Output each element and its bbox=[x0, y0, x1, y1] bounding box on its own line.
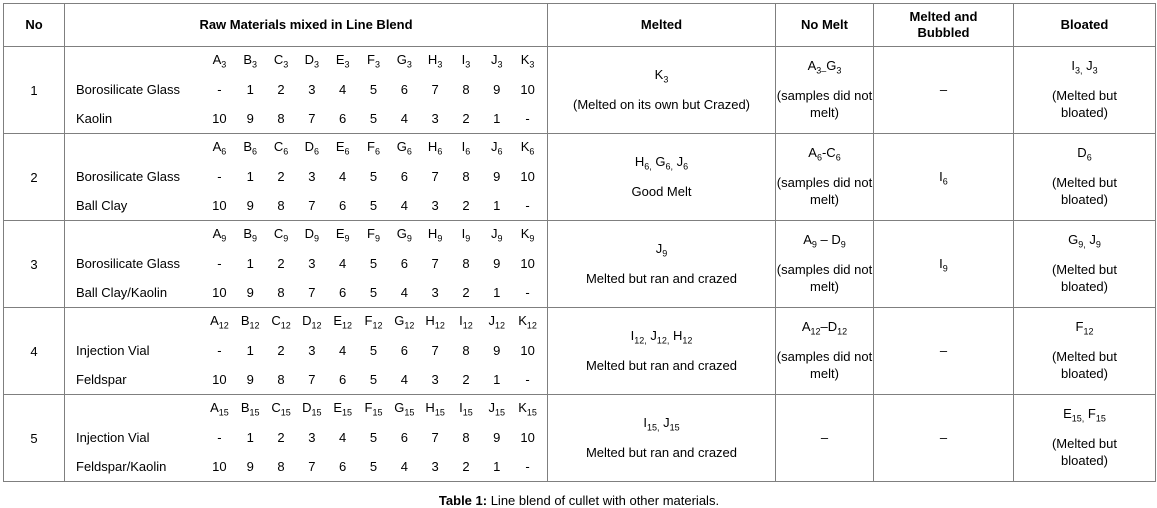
sample-code: $H_{15}$ bbox=[425, 400, 445, 418]
no-melt-cell bbox=[776, 395, 874, 482]
melted-line: $I_{12,}$ $J_{12,}$ $H_{12}$ bbox=[630, 327, 693, 346]
no-melt-line: (samples did not melt) bbox=[776, 349, 873, 381]
blend-ratio-value: 7 bbox=[308, 111, 316, 126]
sample-code: $K_{15}$ bbox=[518, 400, 537, 418]
material-name: Injection Vial bbox=[76, 429, 150, 445]
sample-code: $K_9$ bbox=[520, 226, 535, 244]
blend-ratio-value: - bbox=[525, 285, 530, 300]
blend-ratio-value: 9 bbox=[246, 372, 254, 387]
sample-code: $I_{12}$ bbox=[459, 313, 473, 331]
blend-ratio-value: 4 bbox=[339, 255, 347, 271]
bloated-line: (Melted but bloated) bbox=[1051, 436, 1118, 468]
sample-code: $H_6$ bbox=[427, 139, 443, 157]
material-name: Borosilicate Glass bbox=[76, 81, 181, 97]
header-no-label: No bbox=[25, 16, 43, 32]
blend-ratio-value: 1 bbox=[493, 459, 501, 474]
sample-code: $F_9$ bbox=[367, 226, 380, 244]
blend-ratio-value: 9 bbox=[493, 168, 501, 184]
blend-ratio-value: 1 bbox=[493, 285, 501, 300]
sample-code: $E_6$ bbox=[335, 139, 350, 157]
blend-ratio-value: 4 bbox=[339, 429, 347, 445]
sample-code: $J_{12}$ bbox=[488, 313, 506, 331]
blend-ratio-value: 5 bbox=[369, 342, 378, 358]
sample-code: $B_{15}$ bbox=[240, 400, 260, 418]
blend-ratio-value: 6 bbox=[400, 255, 408, 271]
material-line-2 bbox=[76, 372, 543, 387]
material-line-2 bbox=[76, 285, 543, 300]
melted-cell bbox=[548, 221, 776, 308]
row-number-cell bbox=[4, 308, 65, 395]
sample-code: $J_3$ bbox=[491, 52, 503, 70]
sample-code-line bbox=[76, 313, 543, 331]
material-line-1 bbox=[76, 169, 543, 184]
row-number: 2 bbox=[30, 169, 38, 185]
blend-ratio-value: 8 bbox=[277, 285, 285, 300]
row-number: 5 bbox=[30, 430, 38, 446]
melted-line: (Melted on its own but Crazed) bbox=[572, 96, 751, 112]
sample-code: $A_9$ bbox=[212, 226, 227, 244]
blend-ratio-value: 7 bbox=[308, 285, 316, 300]
blend-ratio-value: 7 bbox=[308, 372, 316, 387]
sample-code: $A_{12}$ bbox=[210, 313, 229, 331]
blend-ratio-value: - bbox=[217, 81, 222, 97]
blend-ratio-value: 9 bbox=[246, 285, 254, 300]
blend-ratio-value: 5 bbox=[369, 459, 378, 474]
blend-ratio-value: - bbox=[217, 342, 222, 358]
sample-code: $J_9$ bbox=[491, 226, 503, 244]
blend-ratio-value: 9 bbox=[246, 198, 254, 213]
blend-ratio-value: 1 bbox=[246, 81, 254, 97]
blend-ratio-value: 7 bbox=[431, 81, 439, 97]
header-no-melt bbox=[776, 4, 874, 47]
blend-ratio-value: 6 bbox=[400, 342, 408, 358]
sample-code: $K_3$ bbox=[520, 52, 535, 70]
melted-bubbled-line: $I_6$ bbox=[939, 168, 948, 187]
bloated-line: (Melted but bloated) bbox=[1051, 349, 1118, 381]
raw-materials-cell bbox=[65, 395, 548, 482]
table-row bbox=[4, 134, 1156, 221]
blend-ratio-value: 2 bbox=[462, 372, 470, 387]
bloated-cell bbox=[1014, 134, 1156, 221]
material-line-1 bbox=[76, 82, 543, 97]
header-melted-label: Melted bbox=[640, 16, 683, 32]
header-no bbox=[4, 4, 65, 47]
bloated-line: $D_6$ bbox=[1077, 145, 1092, 163]
sample-code: $F_6$ bbox=[367, 139, 380, 157]
blend-ratio-value: 1 bbox=[493, 198, 501, 213]
melted-line: Good Melt bbox=[631, 183, 692, 199]
blend-ratio-value: - bbox=[525, 198, 530, 213]
blend-ratio-value: 8 bbox=[462, 255, 470, 271]
sample-code-line bbox=[76, 139, 543, 157]
caption-text: Line blend of cullet with other materials. bbox=[487, 493, 720, 508]
no-melt-cell bbox=[776, 134, 874, 221]
sample-code: $G_{15}$ bbox=[394, 400, 415, 418]
material-name: Borosilicate Glass bbox=[76, 255, 181, 271]
blend-ratio-value: 6 bbox=[339, 111, 347, 126]
blend-ratio-value: 10 bbox=[520, 168, 535, 184]
sample-code: $B_{12}$ bbox=[240, 313, 260, 331]
blend-ratio-value: 3 bbox=[308, 429, 316, 445]
material-line-2 bbox=[76, 111, 543, 126]
material-name: Kaolin bbox=[76, 111, 113, 126]
blend-ratio-value: 4 bbox=[400, 372, 408, 387]
blend-ratio-value: 2 bbox=[277, 168, 285, 184]
no-melt-line: $A_9 - D_9$ bbox=[803, 232, 846, 250]
blend-ratio-value: 3 bbox=[431, 372, 439, 387]
blend-ratio-value: 4 bbox=[400, 285, 408, 300]
blend-ratio-value: 5 bbox=[369, 198, 378, 213]
blend-ratio-value: 10 bbox=[520, 342, 535, 358]
blend-ratio-value: 10 bbox=[520, 255, 535, 271]
row-number-cell bbox=[4, 221, 65, 308]
raw-materials-cell bbox=[65, 221, 548, 308]
bloated-cell bbox=[1014, 308, 1156, 395]
sample-code: $J_6$ bbox=[491, 139, 503, 157]
sample-code: $D_9$ bbox=[304, 226, 320, 244]
row-number: 3 bbox=[30, 256, 38, 272]
blend-ratio-value: 10 bbox=[520, 429, 535, 445]
sample-code: $H_3$ bbox=[427, 52, 443, 70]
blend-ratio-value: 3 bbox=[308, 168, 316, 184]
sample-code-line bbox=[76, 52, 543, 70]
melted-cell bbox=[548, 308, 776, 395]
melted-bubbled-cell bbox=[874, 308, 1014, 395]
blend-ratio-value: 1 bbox=[493, 111, 501, 126]
blend-ratio-value: - bbox=[525, 111, 530, 126]
blend-ratio-value: 8 bbox=[277, 459, 285, 474]
raw-materials-cell bbox=[65, 134, 548, 221]
blend-ratio-value: 2 bbox=[277, 255, 285, 271]
blend-ratio-value: 8 bbox=[462, 81, 470, 97]
material-line-2 bbox=[76, 198, 543, 213]
sample-code: $B_3$ bbox=[243, 52, 258, 70]
melted-line: $K_3$ bbox=[654, 66, 669, 85]
sample-code: $I_3$ bbox=[461, 52, 471, 70]
bloated-cell bbox=[1014, 47, 1156, 134]
blend-ratio-value: 7 bbox=[431, 255, 439, 271]
blend-ratio-value: - bbox=[217, 255, 222, 271]
melted-line: $J_9$ bbox=[655, 240, 668, 259]
bloated-cell bbox=[1014, 221, 1156, 308]
sample-code: $F_{15}$ bbox=[364, 400, 383, 418]
table-row bbox=[4, 221, 1156, 308]
blend-ratio-value: 2 bbox=[462, 198, 470, 213]
blend-ratio-value: 8 bbox=[462, 168, 470, 184]
sample-code: $F_{12}$ bbox=[364, 313, 383, 331]
raw-materials-cell bbox=[65, 47, 548, 134]
blend-ratio-value: 5 bbox=[369, 111, 378, 126]
melted-line: $I_{15,}$ $J_{15}$ bbox=[643, 414, 680, 433]
blend-ratio-value: - bbox=[525, 459, 530, 474]
blend-ratio-value: 4 bbox=[339, 81, 347, 97]
sample-code: $D_{15}$ bbox=[302, 400, 322, 418]
blend-grid bbox=[76, 226, 543, 300]
blend-ratio-value: - bbox=[217, 168, 222, 184]
header-raw-materials-label: Raw Materials mixed in Line Blend bbox=[199, 16, 413, 32]
no-melt-cell bbox=[776, 221, 874, 308]
melted-bubbled-cell bbox=[874, 395, 1014, 482]
sample-code: $E_{15}$ bbox=[333, 400, 353, 418]
blend-ratio-value: 6 bbox=[400, 168, 408, 184]
header-no-melt-label: No Melt bbox=[801, 16, 848, 32]
material-name: Injection Vial bbox=[76, 342, 150, 358]
bloated-line: $F_{12}$ bbox=[1075, 319, 1094, 337]
blend-ratio-value: 10 bbox=[212, 198, 227, 213]
line-blend-table bbox=[3, 3, 1156, 482]
blend-ratio-value: 5 bbox=[369, 285, 378, 300]
material-name: Feldspar bbox=[76, 372, 127, 387]
sample-code: $D_6$ bbox=[304, 139, 320, 157]
blend-ratio-value: 7 bbox=[431, 168, 439, 184]
blend-ratio-value: 4 bbox=[400, 198, 408, 213]
blend-ratio-value: 9 bbox=[493, 81, 501, 97]
no-melt-line: (samples did not melt) bbox=[776, 88, 873, 120]
material-name: Feldspar/Kaolin bbox=[76, 459, 167, 474]
blend-ratio-value: 4 bbox=[339, 168, 347, 184]
table-row bbox=[4, 395, 1156, 482]
header-melted bbox=[548, 4, 776, 47]
melted-cell bbox=[548, 47, 776, 134]
blend-ratio-value: 10 bbox=[212, 285, 227, 300]
blend-ratio-value: 8 bbox=[277, 372, 285, 387]
blend-grid bbox=[76, 139, 543, 213]
sample-code: $I_{15}$ bbox=[459, 400, 473, 418]
sample-code: $A_3$ bbox=[212, 52, 227, 70]
blend-ratio-value: 1 bbox=[493, 372, 501, 387]
blend-ratio-value: 10 bbox=[212, 111, 227, 126]
melted-cell bbox=[548, 134, 776, 221]
melted-bubbled-line: – bbox=[939, 81, 948, 97]
melted-bubbled-line: $I_9$ bbox=[939, 255, 948, 274]
blend-ratio-value: 2 bbox=[462, 111, 470, 126]
blend-ratio-value: 4 bbox=[339, 342, 347, 358]
melted-line: $H_{6,}$ $G_{6,}$ $J_6$ bbox=[634, 153, 689, 172]
sample-code: $K_{12}$ bbox=[518, 313, 537, 331]
sample-code: $C_3$ bbox=[273, 52, 289, 70]
blend-ratio-value: 10 bbox=[212, 372, 227, 387]
blend-ratio-value: 3 bbox=[308, 81, 316, 97]
sample-code: $D_3$ bbox=[304, 52, 320, 70]
melted-line: Melted but ran and crazed bbox=[585, 270, 738, 286]
sample-code: $H_9$ bbox=[427, 226, 443, 244]
melted-bubbled-cell bbox=[874, 47, 1014, 134]
blend-ratio-value: 6 bbox=[400, 429, 408, 445]
sample-code: $D_{12}$ bbox=[302, 313, 322, 331]
blend-ratio-value: 6 bbox=[339, 459, 347, 474]
blend-ratio-value: 2 bbox=[462, 459, 470, 474]
bloated-cell bbox=[1014, 395, 1156, 482]
no-melt-cell bbox=[776, 47, 874, 134]
bloated-line: $G_{9,}$ $J_9$ bbox=[1068, 232, 1101, 250]
blend-ratio-value: 2 bbox=[277, 342, 285, 358]
melted-line: Melted but ran and crazed bbox=[585, 357, 738, 373]
blend-ratio-value: 7 bbox=[431, 429, 439, 445]
blend-ratio-value: 9 bbox=[246, 111, 254, 126]
sample-code: $E_9$ bbox=[335, 226, 350, 244]
material-line-1 bbox=[76, 343, 543, 358]
sample-code: $B_6$ bbox=[243, 139, 258, 157]
sample-code: $A_6$ bbox=[212, 139, 227, 157]
no-melt-cell bbox=[776, 308, 874, 395]
blend-ratio-value: 5 bbox=[369, 81, 378, 97]
blend-ratio-value: 2 bbox=[462, 285, 470, 300]
sample-code: $I_6$ bbox=[461, 139, 471, 157]
sample-code: $C_{12}$ bbox=[271, 313, 291, 331]
melted-line: Melted but ran and crazed bbox=[585, 444, 738, 460]
no-melt-line: $A_6-C_6$ bbox=[808, 145, 841, 163]
table-row bbox=[4, 47, 1156, 134]
blend-ratio-value: 1 bbox=[246, 168, 254, 184]
blend-ratio-value: 2 bbox=[277, 81, 285, 97]
sample-code: $G_9$ bbox=[396, 226, 412, 244]
bloated-line: (Melted but bloated) bbox=[1051, 175, 1118, 207]
sample-code: $H_{12}$ bbox=[425, 313, 445, 331]
header-row bbox=[4, 4, 1156, 47]
blend-ratio-value: 10 bbox=[212, 459, 227, 474]
blend-ratio-value: 1 bbox=[246, 255, 254, 271]
sample-code: $C_{15}$ bbox=[271, 400, 291, 418]
caption-label: Table 1: bbox=[438, 493, 488, 508]
no-melt-line: (samples did not melt) bbox=[776, 175, 873, 207]
blend-grid bbox=[76, 400, 543, 474]
blend-ratio-value: 9 bbox=[493, 342, 501, 358]
row-number-cell bbox=[4, 134, 65, 221]
blend-grid bbox=[76, 52, 543, 126]
table-header bbox=[4, 4, 1156, 47]
blend-ratio-value: 5 bbox=[369, 168, 378, 184]
blend-grid bbox=[76, 313, 543, 387]
melted-cell bbox=[548, 395, 776, 482]
blend-ratio-value: 3 bbox=[431, 285, 439, 300]
blend-ratio-value: 7 bbox=[431, 342, 439, 358]
row-number: 1 bbox=[30, 82, 38, 98]
blend-ratio-value: 9 bbox=[246, 459, 254, 474]
bloated-line: (Melted but bloated) bbox=[1051, 88, 1118, 120]
no-melt-line: – bbox=[820, 429, 829, 445]
melted-bubbled-cell bbox=[874, 221, 1014, 308]
blend-ratio-value: 8 bbox=[462, 429, 470, 445]
sample-code-line bbox=[76, 400, 543, 418]
header-bloated bbox=[1014, 4, 1156, 47]
blend-ratio-value: 3 bbox=[308, 255, 316, 271]
blend-ratio-value: 5 bbox=[369, 429, 378, 445]
blend-ratio-value: 6 bbox=[400, 81, 408, 97]
no-melt-line: $A_{12}-D_{12}$ bbox=[801, 319, 848, 337]
bloated-line: $E_{15,}$ $F_{15}$ bbox=[1063, 406, 1106, 424]
blend-ratio-value: 6 bbox=[339, 198, 347, 213]
material-name: Ball Clay/Kaolin bbox=[76, 285, 168, 300]
blend-ratio-value: 9 bbox=[493, 429, 501, 445]
sample-code: $G_3$ bbox=[396, 52, 412, 70]
header-bloated-label: Bloated bbox=[1060, 16, 1109, 32]
blend-ratio-value: 6 bbox=[339, 285, 347, 300]
blend-ratio-value: 1 bbox=[246, 429, 254, 445]
blend-ratio-value: 1 bbox=[246, 342, 254, 358]
melted-bubbled-line: – bbox=[939, 342, 948, 358]
sample-code: $K_6$ bbox=[520, 139, 535, 157]
blend-ratio-value: 5 bbox=[369, 372, 378, 387]
sample-code: $C_9$ bbox=[273, 226, 289, 244]
blend-ratio-value: 6 bbox=[339, 372, 347, 387]
material-line-1 bbox=[76, 256, 543, 271]
bloated-line: $I_{3,}$ $J_3$ bbox=[1071, 58, 1098, 76]
row-number-cell bbox=[4, 47, 65, 134]
blend-ratio-value: 10 bbox=[520, 81, 535, 97]
blend-ratio-value: 5 bbox=[369, 255, 378, 271]
blend-ratio-value: 3 bbox=[431, 198, 439, 213]
bloated-line: (Melted but bloated) bbox=[1051, 262, 1118, 294]
material-name: Ball Clay bbox=[76, 198, 128, 213]
row-number-cell bbox=[4, 395, 65, 482]
sample-code: $J_{15}$ bbox=[488, 400, 506, 418]
blend-ratio-value: 8 bbox=[462, 342, 470, 358]
sample-code: $F_3$ bbox=[367, 52, 380, 70]
blend-ratio-value: 9 bbox=[493, 255, 501, 271]
blend-ratio-value: 3 bbox=[431, 459, 439, 474]
material-line-2 bbox=[76, 459, 543, 474]
melted-bubbled-cell bbox=[874, 134, 1014, 221]
sample-code: $B_9$ bbox=[243, 226, 258, 244]
blend-ratio-value: 8 bbox=[277, 111, 285, 126]
sample-code: $E_3$ bbox=[335, 52, 350, 70]
sample-code: $A_{15}$ bbox=[210, 400, 229, 418]
blend-ratio-value: 4 bbox=[400, 111, 408, 126]
sample-code: $I_9$ bbox=[461, 226, 471, 244]
no-melt-line: $A_{3-}G_3$ bbox=[807, 58, 842, 76]
table-row bbox=[4, 308, 1156, 395]
material-line-1 bbox=[76, 430, 543, 445]
table-body bbox=[4, 47, 1156, 482]
blend-ratio-value: 3 bbox=[431, 111, 439, 126]
blend-ratio-value: - bbox=[525, 372, 530, 387]
sample-code: $C_6$ bbox=[273, 139, 289, 157]
blend-ratio-value: - bbox=[217, 429, 222, 445]
sample-code: $E_{12}$ bbox=[333, 313, 353, 331]
melted-bubbled-line: – bbox=[939, 429, 948, 445]
sample-code-line bbox=[76, 226, 543, 244]
sample-code: $G_{12}$ bbox=[394, 313, 415, 331]
header-melted-bubbled bbox=[874, 4, 1014, 47]
blend-ratio-value: 7 bbox=[308, 459, 316, 474]
blend-ratio-value: 7 bbox=[308, 198, 316, 213]
no-melt-line: (samples did not melt) bbox=[776, 262, 873, 294]
blend-ratio-value: 2 bbox=[277, 429, 285, 445]
material-name: Borosilicate Glass bbox=[76, 168, 181, 184]
blend-ratio-value: 4 bbox=[400, 459, 408, 474]
raw-materials-cell bbox=[65, 308, 548, 395]
sample-code: $G_6$ bbox=[396, 139, 412, 157]
header-melted-bubbled-label: Melted and Bubbled bbox=[909, 8, 978, 40]
blend-ratio-value: 8 bbox=[277, 198, 285, 213]
blend-ratio-value: 3 bbox=[308, 342, 316, 358]
header-raw-materials bbox=[65, 4, 548, 47]
row-number: 4 bbox=[30, 343, 38, 359]
